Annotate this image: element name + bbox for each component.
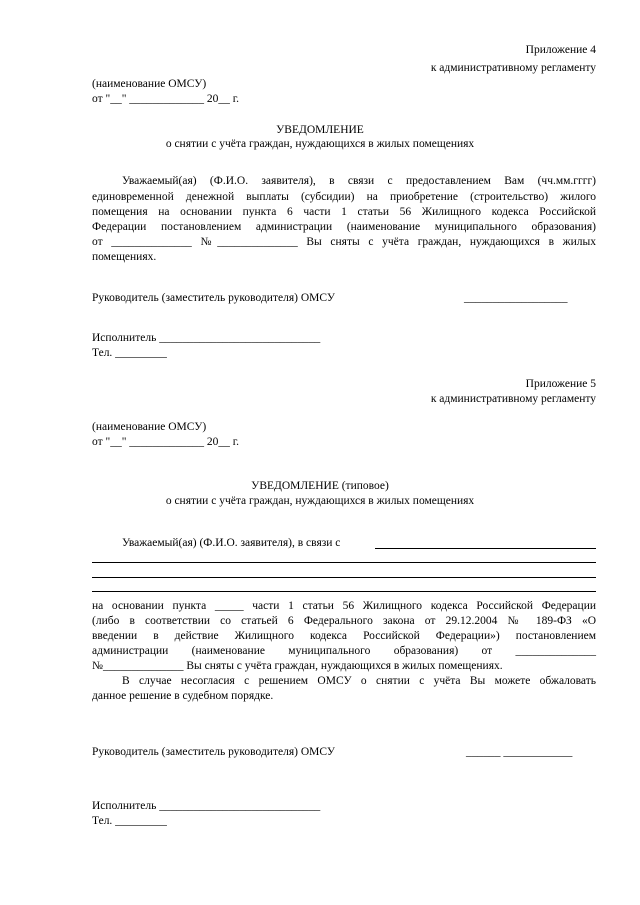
body-line: (либо в соответствии со статьей 6 Федерального закона от 29.12.2004 № 189-ФЗ «О: [92, 615, 596, 627]
appendix-regulation: к административному регламенту: [430, 393, 596, 405]
body-line: администрации (наименование муниципального образования) от ______________: [92, 645, 596, 657]
body-line: Уважаемый(ая) (Ф.И.О. заявителя), в связи с предоставлением Вам (чч.мм.гггг): [122, 175, 596, 187]
body-line: Федерации постановлением администрации (наименование муниципального образования): [92, 221, 596, 233]
body-line: помещения на основании пункта 6 части 1 статьи 56 Жилищного кодекса Российской: [92, 206, 596, 218]
executor-line: Исполнитель ____________________________: [92, 332, 321, 344]
appendix-number: Приложение 4: [525, 44, 596, 56]
appeal-line: В случае несогласия с решением ОМСУ о снятии с учёта Вы можете обжаловать: [122, 675, 596, 687]
notice-title: УВЕДОМЛЕНИЕ: [276, 124, 364, 136]
body-line: №______________ Вы сняты с учёта граждан, нуждающихся в жилых помещениях.: [92, 660, 503, 672]
body-line: единовременной денежной выплаты (субсидии) на приобретение (строительство) жилого: [92, 191, 596, 203]
appendix-regulation: к административному регламенту: [430, 62, 596, 74]
omsu-name: (наименование ОМСУ): [92, 421, 207, 433]
blank-line: [375, 548, 596, 549]
phone-line: Тел. _________: [92, 815, 167, 827]
head-signature: __________________: [464, 292, 568, 304]
notice-subtitle: о снятии с учёта граждан, нуждающихся в жилых помещениях: [165, 495, 475, 507]
appeal-line: данное решение в судебном порядке.: [92, 690, 274, 702]
phone-line: Тел. _________: [92, 347, 167, 359]
body-line: на основании пункта _____ части 1 статьи 56 Жилищного кодекса Российской Федерации: [92, 600, 596, 612]
notice-subtitle: о снятии с учёта граждан, нуждающихся в жилых помещениях: [165, 138, 475, 150]
executor-line: Исполнитель ____________________________: [92, 800, 321, 812]
blank-line: [92, 577, 596, 578]
blank-line: [92, 591, 596, 592]
greeting-line: Уважаемый(ая) (Ф.И.О. заявителя), в связи с: [122, 537, 341, 549]
date-line: от "__" _____________ 20__ г.: [92, 93, 240, 105]
body-line: от ______________ №______________ Вы сняты с учёта граждан, нуждающихся в жилых: [92, 236, 596, 248]
body-line: введении в действие Жилищного кодекса Российской Федерации») постановлением: [92, 630, 596, 642]
head-label: Руководитель (заместитель руководителя) ОМСУ: [92, 746, 336, 758]
omsu-name: (наименование ОМСУ): [92, 78, 207, 90]
head-signature: ______ ____________: [466, 746, 573, 758]
blank-line: [92, 562, 596, 563]
notice-title: УВЕДОМЛЕНИЕ (типовое): [251, 480, 389, 492]
body-line: помещениях.: [92, 251, 157, 263]
head-label: Руководитель (заместитель руководителя) ОМСУ: [92, 292, 336, 304]
appendix-number: Приложение 5: [525, 378, 596, 390]
date-line: от "__" _____________ 20__ г.: [92, 436, 240, 448]
